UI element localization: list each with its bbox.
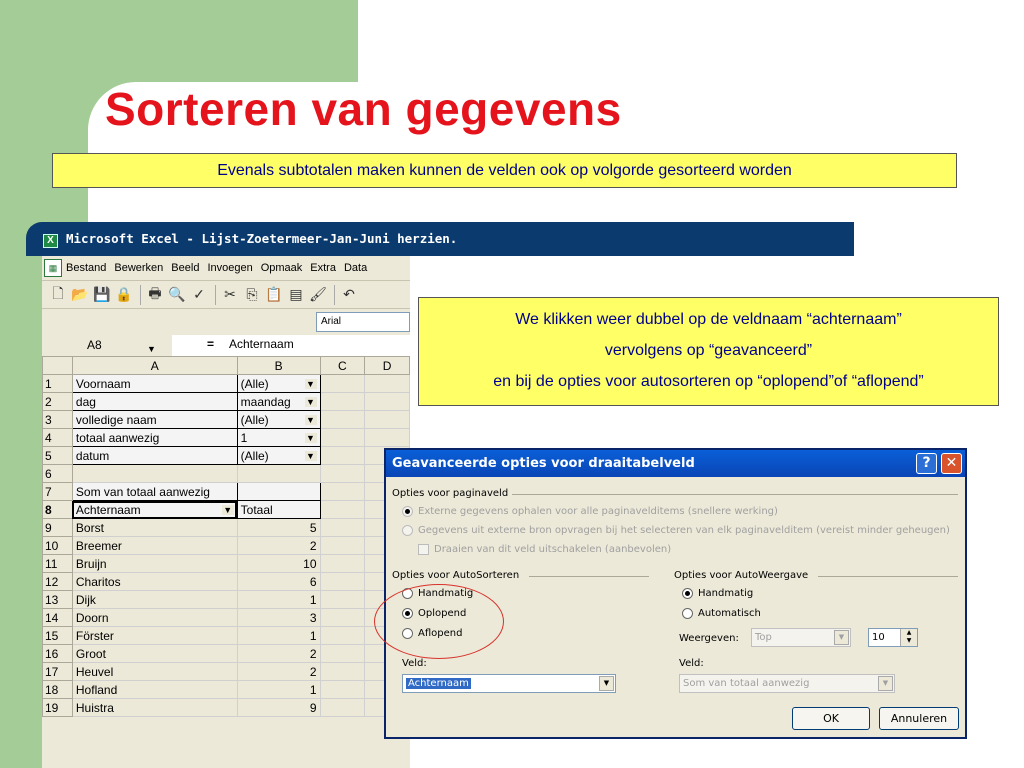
table-row xyxy=(43,681,410,699)
sort-option-ascending[interactable] xyxy=(402,608,466,619)
cell-a[interactable]: Huistra xyxy=(72,699,237,717)
show-top-value: Top xyxy=(755,632,772,643)
cell-a[interactable] xyxy=(72,465,237,483)
spreadsheet-grid xyxy=(42,356,410,717)
table-row xyxy=(43,429,410,447)
toolbar-separator xyxy=(215,285,216,305)
paste-icon[interactable]: 📋 xyxy=(265,286,283,302)
option-label: Draaien van dit veld uitschakelen (aanbevolen) xyxy=(434,544,672,555)
cell-b[interactable] xyxy=(237,447,320,465)
sort-field-label: Veld: xyxy=(402,658,427,669)
menu-bestand[interactable]: Bestand xyxy=(66,262,107,274)
cell-c[interactable] xyxy=(320,645,365,663)
table-row xyxy=(43,483,410,501)
cell-text: (Alle) xyxy=(240,376,269,391)
page-option-external-each[interactable] xyxy=(402,525,950,536)
show-top-select[interactable] xyxy=(751,628,851,647)
excel-window xyxy=(42,256,410,768)
group-divider xyxy=(818,576,958,577)
table-row xyxy=(43,519,410,537)
note-line: vervolgens op “geavanceerd” xyxy=(604,342,813,359)
chevron-down-icon[interactable]: ▼ xyxy=(306,396,315,407)
option-label: Handmatig xyxy=(698,588,754,599)
cell-a[interactable]: datum xyxy=(72,447,237,465)
cell-text: (Alle) xyxy=(240,448,269,463)
row-header[interactable]: 16 xyxy=(43,645,73,663)
slide-title: Sorteren van gegevens xyxy=(105,83,622,135)
cell-c[interactable] xyxy=(320,555,365,573)
row-header[interactable]: 14 xyxy=(43,609,73,627)
cell-a[interactable]: dag xyxy=(72,393,237,411)
cell-b[interactable]: 6 xyxy=(237,573,320,591)
radio-icon xyxy=(402,525,413,536)
menu-beeld[interactable]: Beeld xyxy=(171,262,200,274)
cell-c[interactable] xyxy=(320,699,365,717)
table-row xyxy=(43,537,410,555)
chevron-down-icon[interactable]: ▼ xyxy=(223,504,233,515)
table-row xyxy=(43,447,410,465)
sort-field-value: Achternaam xyxy=(408,678,469,689)
group-divider xyxy=(529,576,649,577)
cell-c[interactable] xyxy=(320,393,365,411)
radio-icon xyxy=(402,506,413,517)
standard-toolbar xyxy=(42,281,410,309)
chevron-down-icon[interactable]: ▼ xyxy=(306,378,315,389)
option-label: Externe gegevens ophalen voor alle paginavelditems (snellere werking) xyxy=(418,506,778,517)
cell-a[interactable]: volledige naam xyxy=(72,411,237,429)
chevron-down-icon[interactable]: ▼ xyxy=(306,432,315,443)
checkbox-icon xyxy=(418,544,429,555)
cell-text: maandag xyxy=(240,394,291,409)
cell-b[interactable]: 5 xyxy=(237,519,320,537)
show-field-value: Som van totaal aanwezig xyxy=(683,678,810,689)
new-file-icon[interactable]: 🗋 xyxy=(52,284,64,301)
name-box-value: A8 xyxy=(87,338,102,352)
spinner-arrows-icon[interactable]: ▲ ▼ xyxy=(900,629,917,646)
save-icon[interactable]: 💾 xyxy=(93,286,111,302)
table-row xyxy=(43,699,410,717)
radio-icon xyxy=(402,628,413,639)
cell-text: 1 xyxy=(240,430,248,445)
cell-a[interactable]: Bruijn xyxy=(72,555,237,573)
formatting-toolbar xyxy=(42,309,410,335)
table-row xyxy=(43,465,410,483)
option-label: Aflopend xyxy=(418,628,463,639)
row-header[interactable]: 17 xyxy=(43,663,73,681)
row-header[interactable]: 9 xyxy=(43,519,73,537)
show-count-value: 10 xyxy=(872,632,885,643)
slide-subtitle: Evenals subtotalen maken kunnen de velden ook op volgorde gesorteerd worden xyxy=(52,153,957,188)
print-preview-icon[interactable]: 🔍 xyxy=(168,286,186,302)
cell-a[interactable]: Charitos xyxy=(72,573,237,591)
cell-c[interactable] xyxy=(320,483,365,501)
excel-title-bar xyxy=(26,222,854,256)
copy-icon[interactable]: ⎘ xyxy=(246,286,258,302)
cell-a[interactable]: Breemer xyxy=(72,537,237,555)
row-header[interactable]: 3 xyxy=(43,411,73,429)
open-folder-icon[interactable]: 📂 xyxy=(71,286,89,302)
name-box[interactable] xyxy=(42,335,172,356)
chevron-down-icon[interactable]: ▼ xyxy=(147,344,156,354)
format-painter-icon[interactable]: 🖌 xyxy=(309,286,327,302)
menu-extra[interactable]: Extra xyxy=(310,262,336,274)
instruction-note xyxy=(418,297,999,406)
cell-a[interactable]: Dijk xyxy=(72,591,237,609)
cell-a[interactable]: Doorn xyxy=(72,609,237,627)
cell-c[interactable] xyxy=(320,537,365,555)
cell-b[interactable] xyxy=(237,411,320,429)
note-line: en bij de opties voor autosorteren op “oplopend”of “aflopend” xyxy=(493,373,924,390)
cell-b[interactable]: 2 xyxy=(237,663,320,681)
page-option-external-all[interactable] xyxy=(402,506,778,517)
cell-a[interactable]: Som van totaal aanwezig xyxy=(72,483,237,501)
cell-a[interactable]: Groot xyxy=(72,645,237,663)
advanced-field-options-dialog xyxy=(384,448,967,739)
cell-b[interactable]: Totaal xyxy=(237,501,320,519)
row-header[interactable]: 10 xyxy=(43,537,73,555)
cell-b[interactable]: 1 xyxy=(237,627,320,645)
table-row xyxy=(43,393,410,411)
cell-b[interactable] xyxy=(237,393,320,411)
row-header[interactable]: 6 xyxy=(43,465,73,483)
permission-icon[interactable]: 🔒 xyxy=(115,286,133,302)
column-header[interactable]: C xyxy=(320,357,365,375)
cell-d[interactable] xyxy=(365,393,410,411)
select-all-corner[interactable] xyxy=(43,357,73,375)
toolbar-separator xyxy=(334,285,335,305)
formula-equals: = xyxy=(207,337,215,351)
cell-a[interactable]: Heuvel xyxy=(72,663,237,681)
cell-b[interactable] xyxy=(237,375,320,393)
radio-icon xyxy=(402,608,413,619)
workbook-icon[interactable]: ▦ xyxy=(44,259,62,277)
show-field-select[interactable] xyxy=(679,674,895,693)
cell-c[interactable] xyxy=(320,501,365,519)
table-row xyxy=(43,591,410,609)
formula-input[interactable]: Achternaam xyxy=(229,337,294,351)
row-header[interactable]: 13 xyxy=(43,591,73,609)
cell-text: Achternaam xyxy=(75,502,141,517)
cell-b[interactable] xyxy=(237,465,320,483)
undo-icon[interactable]: ↶ xyxy=(343,286,355,302)
cell-c[interactable] xyxy=(320,573,365,591)
table-row xyxy=(43,555,410,573)
row-header[interactable]: 7 xyxy=(43,483,73,501)
cell-b[interactable]: 2 xyxy=(237,645,320,663)
formula-bar xyxy=(42,335,410,356)
chevron-down-icon[interactable]: ▼ xyxy=(878,676,893,691)
column-header-row xyxy=(43,357,410,375)
dialog-title: Geavanceerde opties voor draaitabelveld xyxy=(392,456,695,471)
spelling-icon[interactable]: ✓ xyxy=(193,286,205,302)
paste-special-icon[interactable]: ▤ xyxy=(289,286,303,302)
show-label: Weergeven: xyxy=(679,633,739,644)
excel-app-icon: X xyxy=(43,234,58,248)
menu-bewerken[interactable]: Bewerken xyxy=(114,262,164,274)
cell-b[interactable]: 1 xyxy=(237,591,320,609)
menu-opmaak[interactable]: Opmaak xyxy=(260,262,303,274)
cell-c[interactable] xyxy=(320,609,365,627)
sort-field-select[interactable] xyxy=(402,674,616,693)
row-header[interactable]: 11 xyxy=(43,555,73,573)
row-header[interactable]: 2 xyxy=(43,393,73,411)
autoshow-group-label: Opties voor AutoWeergave xyxy=(674,570,809,581)
cell-c[interactable] xyxy=(320,663,365,681)
cut-icon[interactable]: ✂ xyxy=(224,286,236,302)
chevron-down-icon[interactable]: ▼ xyxy=(306,414,315,425)
cell-b[interactable]: 2 xyxy=(237,537,320,555)
cancel-button[interactable]: Annuleren xyxy=(879,707,959,730)
column-header[interactable]: B xyxy=(237,357,320,375)
cell-c[interactable] xyxy=(320,681,365,699)
cell-b[interactable]: 3 xyxy=(237,609,320,627)
ok-button[interactable]: OK xyxy=(792,707,870,730)
cell-a[interactable]: totaal aanwezig xyxy=(72,429,237,447)
menu-data[interactable]: Data xyxy=(343,262,368,274)
cell-b[interactable] xyxy=(237,429,320,447)
cell-d[interactable] xyxy=(365,411,410,429)
cell-c[interactable] xyxy=(320,375,365,393)
sort-option-descending[interactable] xyxy=(402,628,462,639)
row-header[interactable]: 12 xyxy=(43,573,73,591)
chevron-down-icon[interactable]: ▼ xyxy=(834,630,849,645)
cell-c[interactable] xyxy=(320,591,365,609)
disable-pivoting-checkbox[interactable] xyxy=(418,544,671,555)
autosort-group-label: Opties voor AutoSorteren xyxy=(392,570,520,581)
cell-c[interactable] xyxy=(320,411,365,429)
table-row xyxy=(43,375,410,393)
option-label: Automatisch xyxy=(698,608,761,619)
cell-a[interactable] xyxy=(72,501,237,519)
dialog-title-bar xyxy=(386,450,965,477)
column-header[interactable]: A xyxy=(72,357,237,375)
cell-a[interactable]: Hofland xyxy=(72,681,237,699)
cell-b[interactable] xyxy=(237,483,320,501)
font-name-select[interactable]: Arial xyxy=(316,312,410,332)
row-header[interactable]: 15 xyxy=(43,627,73,645)
page-field-group-label: Opties voor paginaveld xyxy=(392,488,509,499)
close-button[interactable]: ✕ xyxy=(941,453,962,474)
cell-a[interactable]: Förster xyxy=(72,627,237,645)
cell-c[interactable] xyxy=(320,447,365,465)
cell-text: (Alle) xyxy=(240,412,269,427)
cell-a[interactable]: Borst xyxy=(72,519,237,537)
cell-c[interactable] xyxy=(320,465,365,483)
column-header[interactable]: D xyxy=(365,357,410,375)
row-header[interactable]: 1 xyxy=(43,375,73,393)
show-count-spinner[interactable] xyxy=(868,628,918,647)
toolbar-separator xyxy=(140,285,141,305)
menu-invoegen[interactable]: Invoegen xyxy=(207,262,253,274)
radio-icon xyxy=(402,588,413,599)
cell-b[interactable]: 1 xyxy=(237,681,320,699)
cell-b[interactable]: 10 xyxy=(237,555,320,573)
row-header[interactable]: 18 xyxy=(43,681,73,699)
chevron-down-icon[interactable]: ▼ xyxy=(306,450,315,461)
chevron-down-icon[interactable]: ▼ xyxy=(599,676,614,691)
note-line: We klikken weer dubbel op de veldnaam “achternaam” xyxy=(515,311,902,328)
row-header[interactable]: 4 xyxy=(43,429,73,447)
table-row xyxy=(43,501,410,519)
table-row xyxy=(43,645,410,663)
cell-c[interactable] xyxy=(320,519,365,537)
radio-icon xyxy=(682,588,693,599)
group-divider xyxy=(512,494,958,495)
cell-a[interactable]: Voornaam xyxy=(72,375,237,393)
help-button[interactable]: ? xyxy=(916,453,937,474)
sort-option-manual[interactable] xyxy=(402,588,473,599)
table-row xyxy=(43,627,410,645)
cell-d[interactable] xyxy=(365,375,410,393)
excel-menubar xyxy=(42,256,410,281)
row-header[interactable]: 5 xyxy=(43,447,73,465)
option-label: Oplopend xyxy=(418,608,467,619)
show-option-automatic[interactable] xyxy=(682,608,761,619)
option-label: Handmatig xyxy=(418,588,474,599)
print-icon[interactable]: 🖶 xyxy=(148,284,162,301)
cell-b[interactable]: 9 xyxy=(237,699,320,717)
radio-icon xyxy=(682,608,693,619)
option-label: Gegevens uit externe bron opvragen bij het selecteren van elk paginavelditem (vereist minder geheugen) xyxy=(418,525,950,536)
cell-c[interactable] xyxy=(320,429,365,447)
show-option-manual[interactable] xyxy=(682,588,753,599)
table-row xyxy=(43,573,410,591)
show-field-label: Veld: xyxy=(679,658,704,669)
table-row xyxy=(43,609,410,627)
cell-d[interactable] xyxy=(365,429,410,447)
table-row xyxy=(43,663,410,681)
cell-c[interactable] xyxy=(320,627,365,645)
row-header[interactable]: 19 xyxy=(43,699,73,717)
excel-window-title: Microsoft Excel - Lijst-Zoetermeer-Jan-Juni herzien. xyxy=(66,231,458,246)
table-row xyxy=(43,411,410,429)
row-header[interactable]: 8 xyxy=(43,501,73,519)
